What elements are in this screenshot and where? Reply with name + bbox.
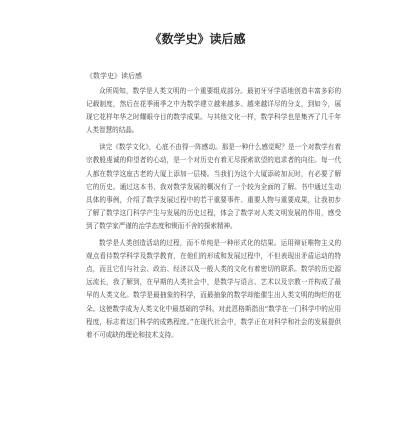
document-subtitle: 《数学史》读后感 [86, 72, 142, 80]
paragraph-1: 众所周知，数学是人类文明的一个重要组成部分。最初牙牙学语地创造丰富多彩的记载制度，然后在花季雨季之中为数学建立越来越多、越来越详尽的分支，到如今，展现它花样年华之时耀眼夺目的数学成果。与其他文化一样，数学科学也是集齐了几千年人类智慧的结晶。 [86, 87, 341, 135]
document-title: 《数学史》读后感 [149, 32, 246, 46]
paragraph-3: 数学是人类创造活动的过程，而不单纯是一种形式化的结果。运用辩证唯物主义的观点看待数学科学及数学教育，在他们的形成和发展过程中，不但表现出矛盾运动的特点，而且它们与社会、政治、经济以及一般人类的文化有着密切的联系。数学的历史源远流长，我了解到，在早期的人类社会中，是数学与语言、艺术以及宗教一并构成了最早的人类文化。数学是最抽象的科学，而最抽象的数学却能催生出人类文明的绚烂的花朵。这使数学成为人类文化中最基础的学科。对此恩格斯指出“数学在一门科学中的应用程度，标志着这门科学的成熟程度。”在现代社会中，数学正在对科学和社会的发展提供着不可或缺的理论和技术支持。 [86, 239, 341, 339]
paragraph-2: 读完《数学文化》，心底不由得一阵感动。那是一种什么感觉呢？是一个对数学有着宗教般虔诚的仰望者的心动，是一个对历史有着无尽探索欲望的追求者的向往。每一代人都在数学这座古老的大厦上添加一层楼。当我们为这个大厦添砖加瓦时，有必要了解它的历史。通过这本书，我对数学发展的概况有了一个较为全面的了解。书中通过生动具体的事例，介绍了数学发展过程中的若干重要事件、重要人物与重要成果，让我初步了解了数学这门科学产生与发展的历史过程，体会了数学对人类文明发展的作用，感受到了数学家严谨的治学态度和锲而不舍的探索精神。 [86, 143, 341, 230]
